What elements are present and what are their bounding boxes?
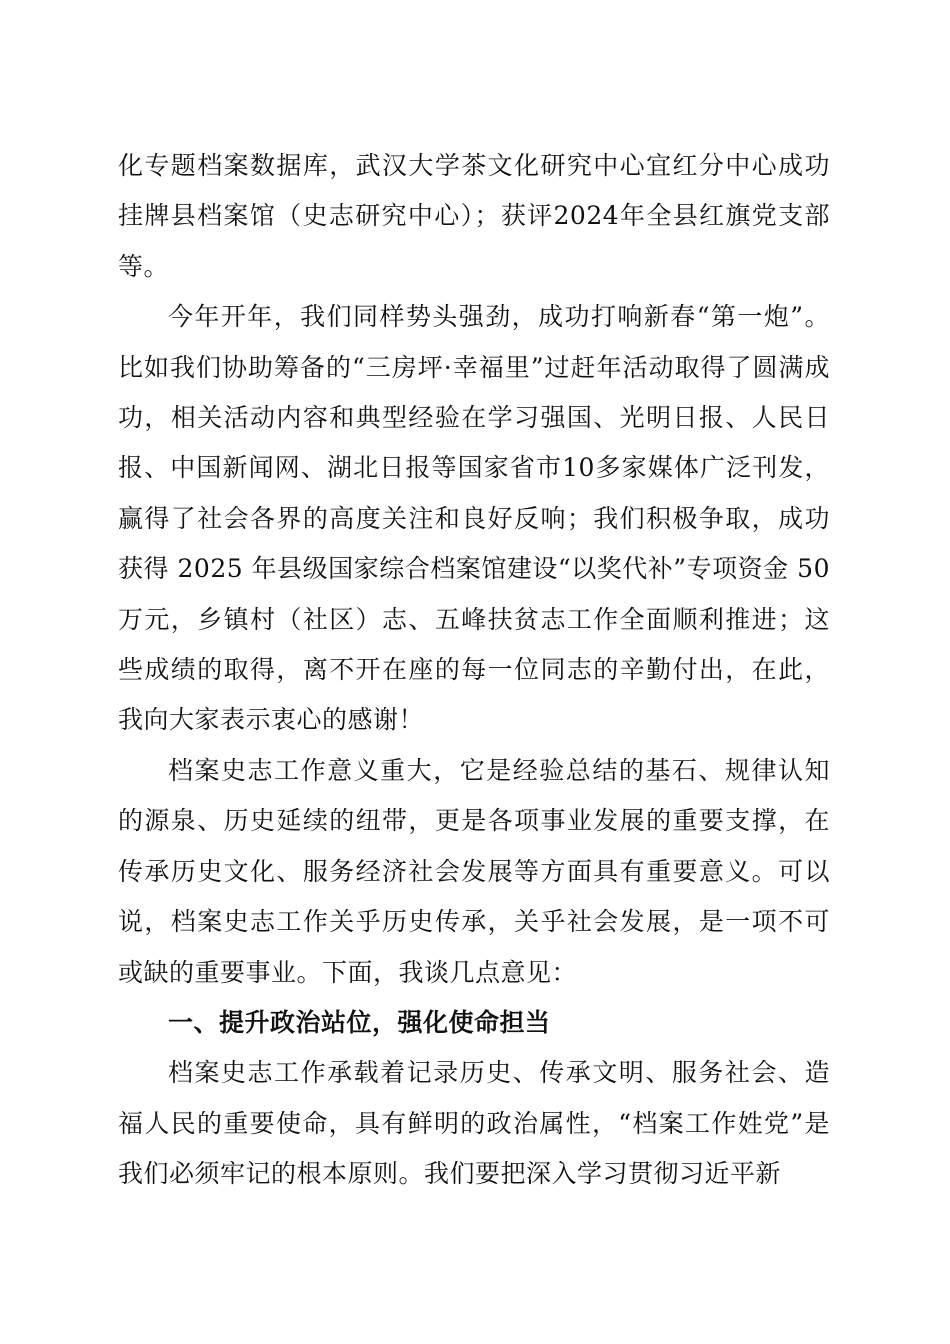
document-body	[118, 141, 830, 1200]
section-heading: 一、提升政治站位，强化使命担当	[168, 1007, 551, 1037]
paragraph-new-year-achievements: 今年开年，我们同样势头强劲，成功打响新春“第一炮”。比如我们协助筹备的“三房坪·幸福里”过赶年活动取得了圆满成功，相关活动内容和典型经验在学习强国、光明日报、人民日报、中国新闻网、湖北日报等国家省市10多家媒体广泛刊发，赢得了社会各界的高度关注和良好反响；我们积极争取，成功获得 2025 年县级国家综合档案馆建设“以奖代补”专项资金 50 万元，乡镇村（社区）志、五峰扶贫志工作全面顺利推进；这些成绩的取得，离不开在座的每一位同志的辛勤付出，在此，我向大家表示衷心的感谢！	[118, 302, 830, 735]
paragraph-political-mission: 档案史志工作承载着记录历史、传承文明、服务社会、造福人民的重要使命，具有鲜明的政治属性，“档案工作姓党”是我们必须牢记的根本原则。我们要把深入学习贯彻习近平新	[118, 1058, 830, 1189]
paragraph-continuation: 化专题档案数据库，武汉大学茶文化研究中心宜红分中心成功挂牌县档案馆（史志研究中心）；获评2024年全县红旗党支部等。	[118, 151, 830, 281]
paragraph-work-significance: 档案史志工作意义重大，它是经验总结的基石、规律认知的源泉、历史延续的纽带，更是各项事业发展的重要支撑，在传承历史文化、服务经济社会发展等方面具有重要意义。可以说，档案史志工作关乎历史传承，关乎社会发展，是一项不可或缺的重要事业。下面，我谈几点意见：	[118, 755, 830, 987]
